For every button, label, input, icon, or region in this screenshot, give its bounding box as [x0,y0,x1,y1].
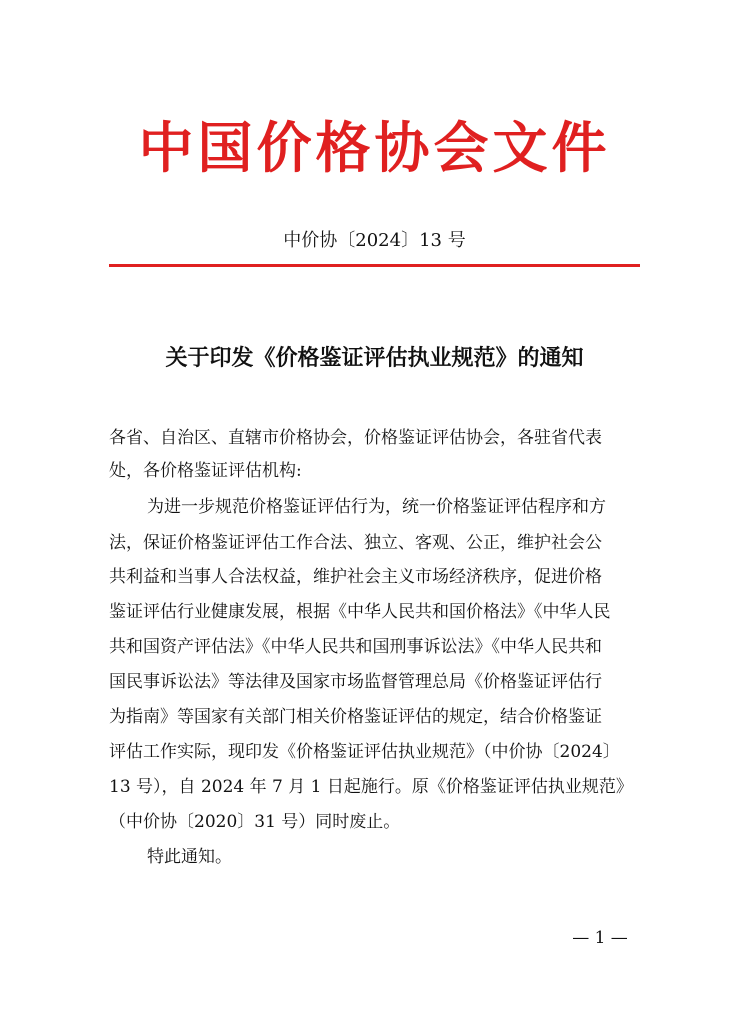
body-line: 共利益和当事人合法权益，维护社会主义市场经济秩序，促进价格 [109,567,602,587]
document-number: 中价协〔2024〕13 号 [283,230,466,251]
body-line: 国民事诉讼法》等法律及国家市场监督管理总局《价格鉴证评估行 [109,672,602,692]
body-line: 为指南》等国家有关部门相关价格鉴证评估的规定，结合价格鉴证 [109,707,602,727]
page-number: — 1 — [572,928,628,948]
body-line: 评估工作实际，现印发《价格鉴证评估执业规范》（中价协〔2024〕 [109,742,620,762]
issuer-masthead: 中国价格协会文件 [138,116,611,180]
red-separator-line [109,264,640,267]
body-line: 处，各价格鉴证评估机构: [109,461,302,481]
body-line: 共和国资产评估法》《中华人民共和国刑事诉讼法》《中华人民共和 [109,637,602,657]
body-line: 各省、自治区、直辖市价格协会，价格鉴证评估协会，各驻省代表 [109,428,602,448]
body-line: 鉴证评估行业健康发展，根据《中华人民共和国价格法》《中华人民 [109,602,611,622]
body-line: 为进一步规范价格鉴证评估行为，统一价格鉴证评估程序和方 [147,497,606,517]
body-line: 13 号），自 2024 年 7 月 1 日起施行。原《价格鉴证评估执业规范》 [109,777,633,797]
body-line: （中价协〔2020〕31 号）同时废止。 [109,812,401,832]
closing-line: 特此通知。 [147,847,232,867]
body-line: 法，保证价格鉴证评估工作合法、独立、客观、公正，维护社会公 [109,533,602,553]
notice-title: 关于印发《价格鉴证评估执业规范》的通知 [165,346,584,371]
